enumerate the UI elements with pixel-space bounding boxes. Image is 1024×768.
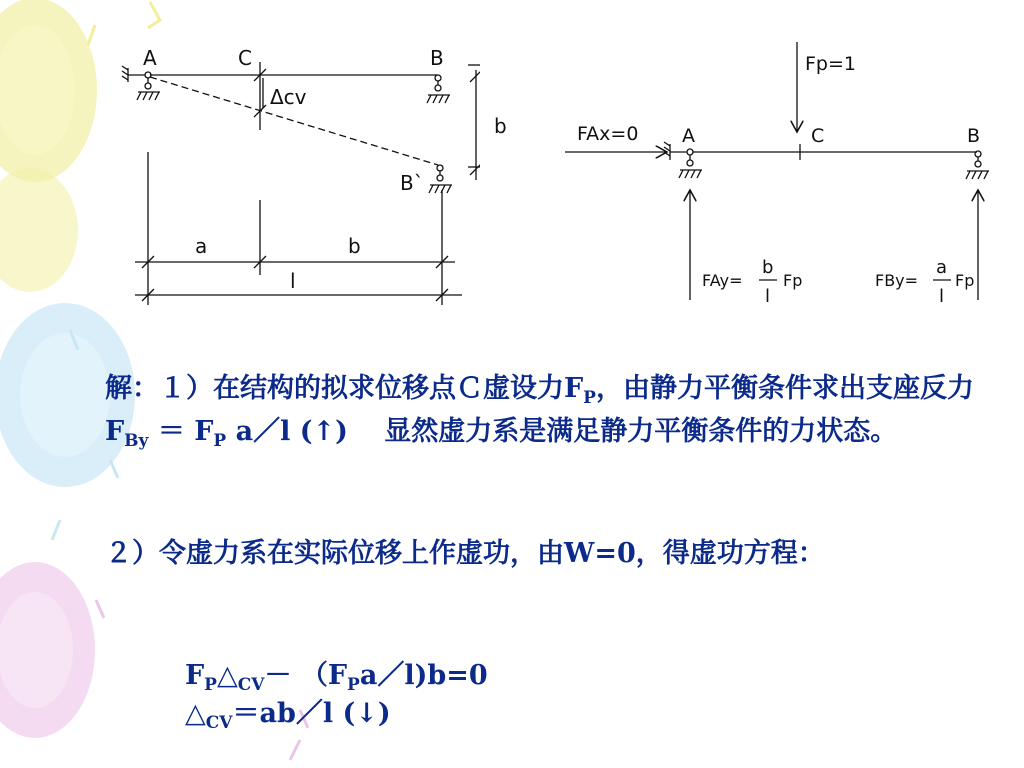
point-b-label: B — [430, 46, 444, 70]
fp-label: Fp=1 — [805, 53, 856, 75]
fax-label: FAx=0 — [577, 123, 639, 145]
fay-denominator: l — [765, 286, 771, 307]
height-b-text: b — [494, 114, 507, 138]
point-a-label: A — [682, 125, 695, 147]
fay-label: FAy= — [702, 271, 743, 290]
fby-denominator: l — [939, 286, 945, 307]
displacement-result: $\triangle_{CV}=ab/l$ (↓) — [185, 698, 391, 733]
solution-step-2: ２）令虚力系在实际位移上作虚功，由W=0，得虚功方程： — [105, 538, 825, 569]
support-a-icon — [664, 142, 702, 178]
point-c-label: C — [238, 46, 252, 70]
fay-fp: Fp — [783, 271, 803, 290]
balloon-pink — [0, 562, 95, 738]
point-b-label: B — [967, 125, 981, 147]
support-b-prime-icon — [429, 165, 452, 193]
dimension-b-label: b — [348, 234, 361, 258]
point-a-label: A — [143, 46, 157, 70]
fby-label: FBy= — [875, 271, 919, 290]
fby-numerator: a — [936, 257, 948, 278]
balloon-yellow-top — [0, 0, 97, 182]
displacement-diagram — [110, 40, 480, 310]
support-a-icon — [122, 66, 160, 100]
point-b-prime-label: B` — [400, 171, 424, 195]
virtual-force-diagram — [555, 40, 1000, 315]
support-b-icon — [966, 151, 989, 179]
balloon-yellow-mid — [0, 168, 78, 292]
delta-cv-label: Δcv — [270, 85, 307, 109]
fby-fp: Fp — [955, 271, 975, 290]
point-c-label: C — [811, 125, 825, 147]
support-b-icon — [427, 75, 450, 103]
dimension-l-label: l — [290, 269, 296, 293]
virtual-work-equation: $F_P\triangle_{CV}-$ $(F_Pa/l)b=0$ — [185, 660, 488, 695]
solution-step-1: 解：１）在结构的拟求位移点Ｃ虚设力$F_P$，由静力平衡条件求出支座反力 $F_{By} = F_P$ a／l (↑) 显然虚力系是满足静力平衡条件的力状态。 — [105, 373, 1001, 451]
dimension-a-label: a — [195, 234, 208, 258]
fay-numerator: b — [762, 257, 774, 278]
